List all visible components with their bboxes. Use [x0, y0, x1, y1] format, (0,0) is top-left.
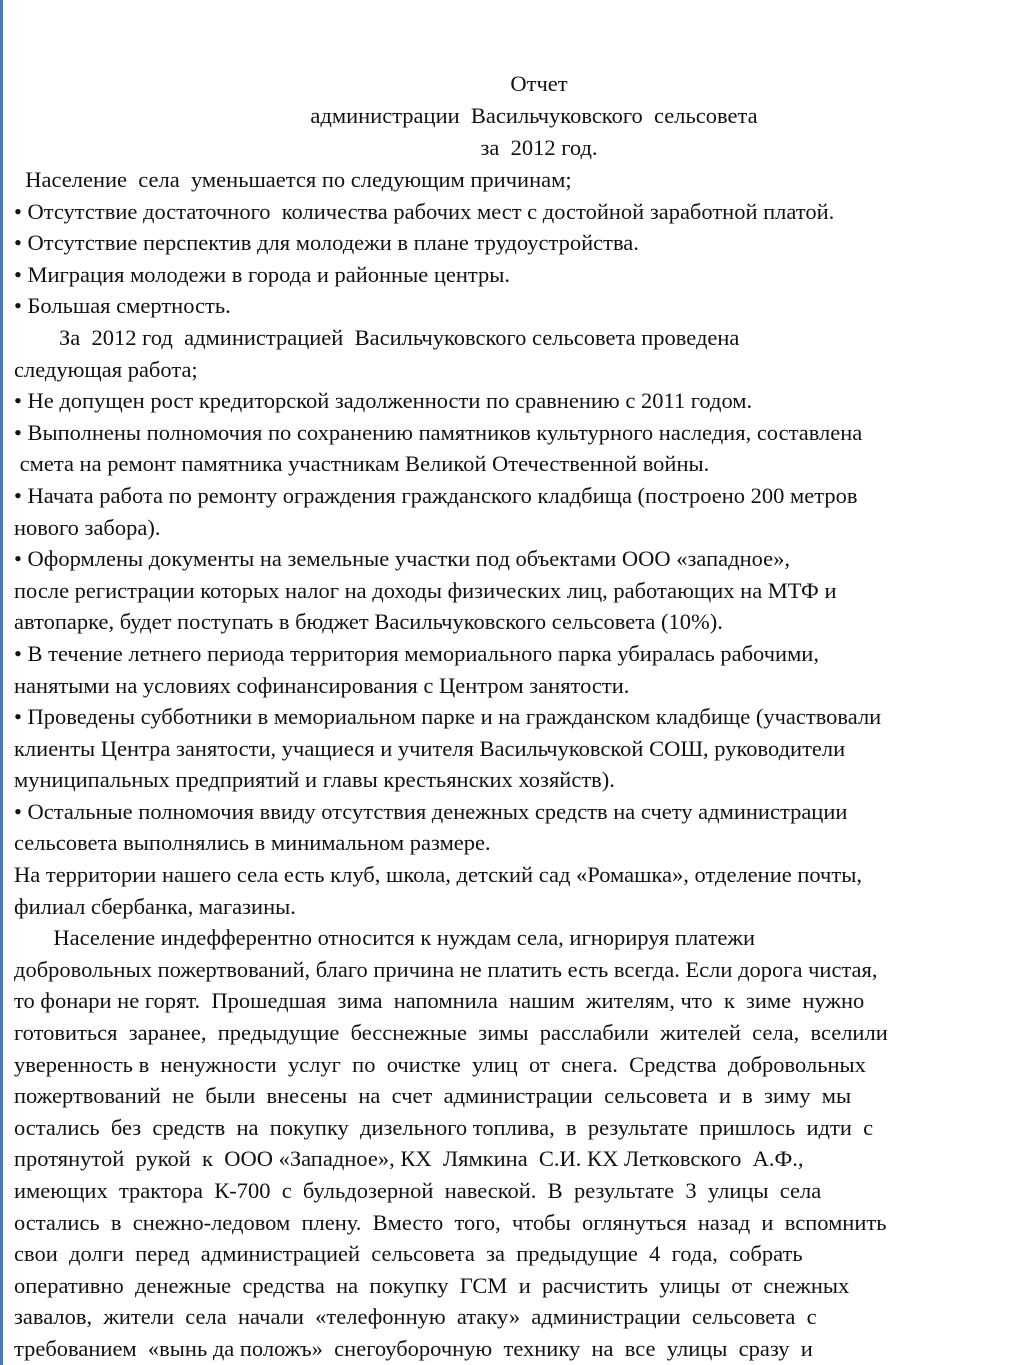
text-line: автопарке, будет поступать в бюджет Васильчуковского сельсовета (10%).: [14, 609, 723, 635]
bullet-line: • Большая смертность.: [14, 293, 231, 319]
text-line: филиал сбербанка, магазины.: [14, 893, 296, 919]
text-line: то фонари не горят. Прошедшая зима напомнила нашим жителям, что к зиме нужно: [14, 988, 865, 1014]
text-line: требованием «вынь да положъ» снегоуборочную технику на все улицы сразу и: [14, 1335, 813, 1361]
text-line: после регистрации которых налог на доходы физических лиц, работающих на МТФ и: [14, 577, 837, 603]
document-subtitle: администрации Васильчуковского сельсовета: [310, 103, 758, 128]
bullet-line: • Проведены субботники в мемориальном парке и на гражданском кладбище (участвовали: [14, 704, 882, 730]
text-line: оперативно денежные средства на покупку ГСМ и расчистить улицы от снежных: [14, 1272, 850, 1298]
bullet-line: • Отсутствие перспектив для молодежи в плане трудоустройства.: [14, 230, 639, 256]
text-line: добровольных пожертвований, благо причина не платить есть всегда. Если дорога чистая,: [14, 956, 878, 982]
text-line: На территории нашего села есть клуб, школа, детский сад «Ромашка», отделение почты,: [14, 862, 862, 888]
bullet-line: • Отсутствие достаточного количества рабочих мест с достойной заработной платой.: [14, 198, 835, 224]
text-line: свои долги перед администрацией сельсовета за предыдущие 4 года, собрать: [14, 1241, 803, 1267]
bullet-line: • Миграция молодежи в города и районные центры.: [14, 261, 510, 287]
document-title: Отчет: [510, 71, 568, 96]
text-line: Население села уменьшается по следующим причинам;: [14, 167, 572, 192]
text-line: нового забора).: [14, 514, 161, 540]
bullet-line: • В течение летнего периода территория мемориального парка убиралась рабочими,: [14, 640, 819, 666]
document-page: [14, 68, 1024, 1365]
text-line: За 2012 год администрацией Васильчуковского сельсовета проведена: [14, 324, 740, 350]
text-line: остались без средств на покупку дизельного топлива, в результате пришлось идти с: [14, 1114, 874, 1140]
text-line: уверенность в ненужности услуг по очистке улиц от снега. Средства добровольных: [14, 1051, 866, 1077]
text-line: пожертвований не были внесены на счет администрации сельсовета и в зиму мы: [14, 1083, 852, 1109]
text-line: нанятыми на условиях софинансирования с Центром занятости.: [14, 672, 630, 698]
text-line: муниципальных предприятий и главы крестьянских хозяйств).: [14, 767, 615, 793]
text-line: следующая работа;: [14, 356, 198, 382]
text-line: готовиться заранее, предыдущие бесснежные зимы расслабили жителей села, вселили: [14, 1020, 888, 1046]
bullet-line: • Оформлены документы на земельные участки под объектами ООО «западное»,: [14, 546, 791, 572]
text-line: остались в снежно-ледовом плену. Вместо того, чтобы оглянуться назад и вспомнить: [14, 1209, 887, 1235]
text-line: протянутой рукой к ООО «Западное», КХ Лямкина С.И. КХ Летковского А.Ф.,: [14, 1146, 804, 1172]
text-line: завалов, жители села начали «телефонную атаку» администрации сельсовета с: [14, 1304, 817, 1330]
bullet-line: • Начата работа по ремонту ограждения гражданского кладбища (построено 200 метров: [14, 482, 858, 508]
left-margin-rule: [0, 0, 3, 1365]
text-line: смета на ремонт памятника участникам Великой Отечественной войны.: [14, 451, 710, 477]
bullet-line: • Выполнены полномочия по сохранению памятников культурного наследия, составлена: [14, 419, 863, 445]
text-line: Население индефферентно относится к нуждам села, игнорируя платежи: [14, 925, 755, 951]
text-line: имеющих трактора К-700 с бульдозерной навеской. В результате 3 улицы села: [14, 1178, 822, 1203]
text-line: сельсовета выполнялись в минимальном размере.: [14, 830, 491, 856]
bullet-line: • Остальные полномочия ввиду отсутствия денежных средств на счету администрации: [14, 798, 848, 824]
bullet-line: • Не допущен рост кредиторской задолженности по сравнению с 2011 годом.: [14, 388, 753, 414]
text-line: клиенты Центра занятости, учащиеся и учителя Васильчуковской СОШ, руководители: [14, 735, 846, 761]
document-period: за 2012 год.: [480, 135, 598, 160]
